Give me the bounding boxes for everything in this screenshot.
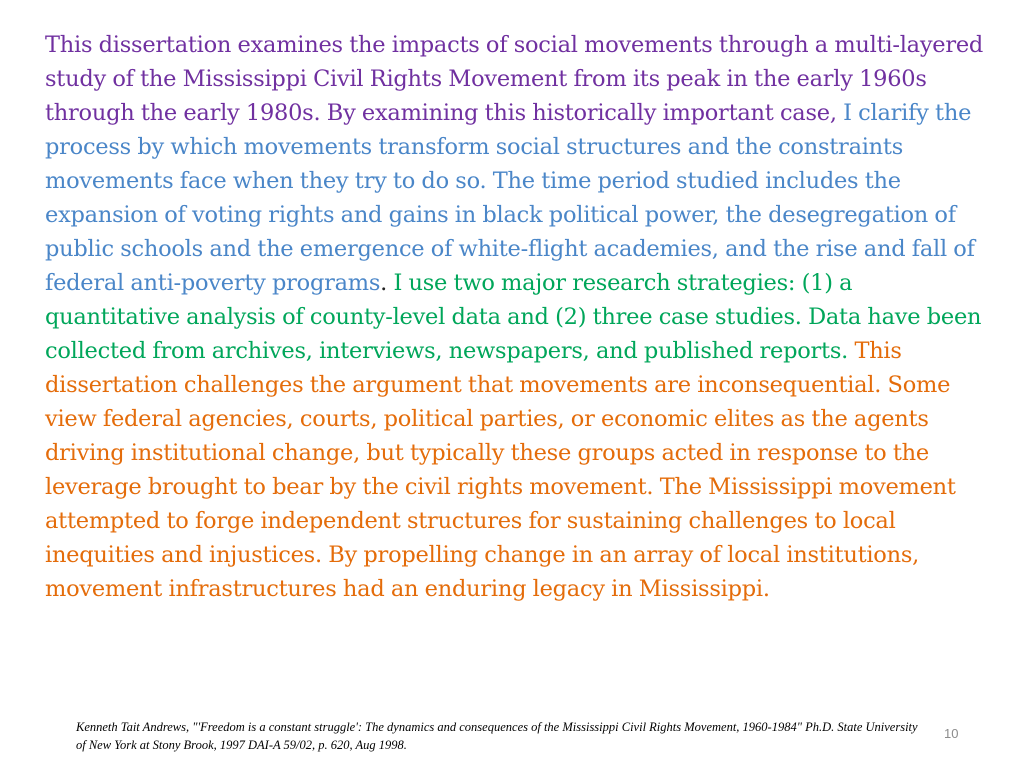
abstract-segment-process: I clarify the process by which movements transform social structures and the constraints movements face when they try to do so. The time period studied includes the expansion of voting rights and gains in black political power, the desegregation of public schools and the emergence of white-flight academies, and the rise and fall of federal anti-poverty programs bbox=[45, 100, 975, 296]
abstract-paragraph bbox=[45, 28, 993, 606]
abstract-segment-argument: This dissertation challenges the argument that movements are inconsequential. Some view federal agencies, courts, political parties, or economic elites as the agents driving institutional change, but typically these groups acted in response to the leverage brought to bear by the civil rights movement. The Mississippi movement attempted to forge independent structures for sustaining challenges to local inequities and injustices. By propelling change in an array of local institutions, movement infrastructures had an enduring legacy in Mississippi. bbox=[45, 338, 956, 602]
abstract-segment-methods: I use two major research strategies: (1) a quantitative analysis of county-level data and (2) three case studies. Data have been collected from archives, interviews, newspapers, and published reports. bbox=[45, 270, 982, 364]
abstract-segment-intro: This dissertation examines the impacts of social movements through a multi-layered study of the Mississippi Civil Rights Movement from its peak in the early 1960s through the early 1980s. By examining this historically important case, bbox=[45, 32, 984, 126]
page-number: 10 bbox=[944, 726, 959, 741]
citation-footnote: Kenneth Tait Andrews, "'Freedom is a constant struggle': The dynamics and consequences of the Mississippi Civil Rights Movement, 1960-1984" Ph.D. State University of New York at Stony Brook, 1997 DAI-A 59/02, p. 620, Aug 1998. bbox=[76, 720, 918, 752]
abstract-segment-period: . bbox=[380, 270, 394, 296]
